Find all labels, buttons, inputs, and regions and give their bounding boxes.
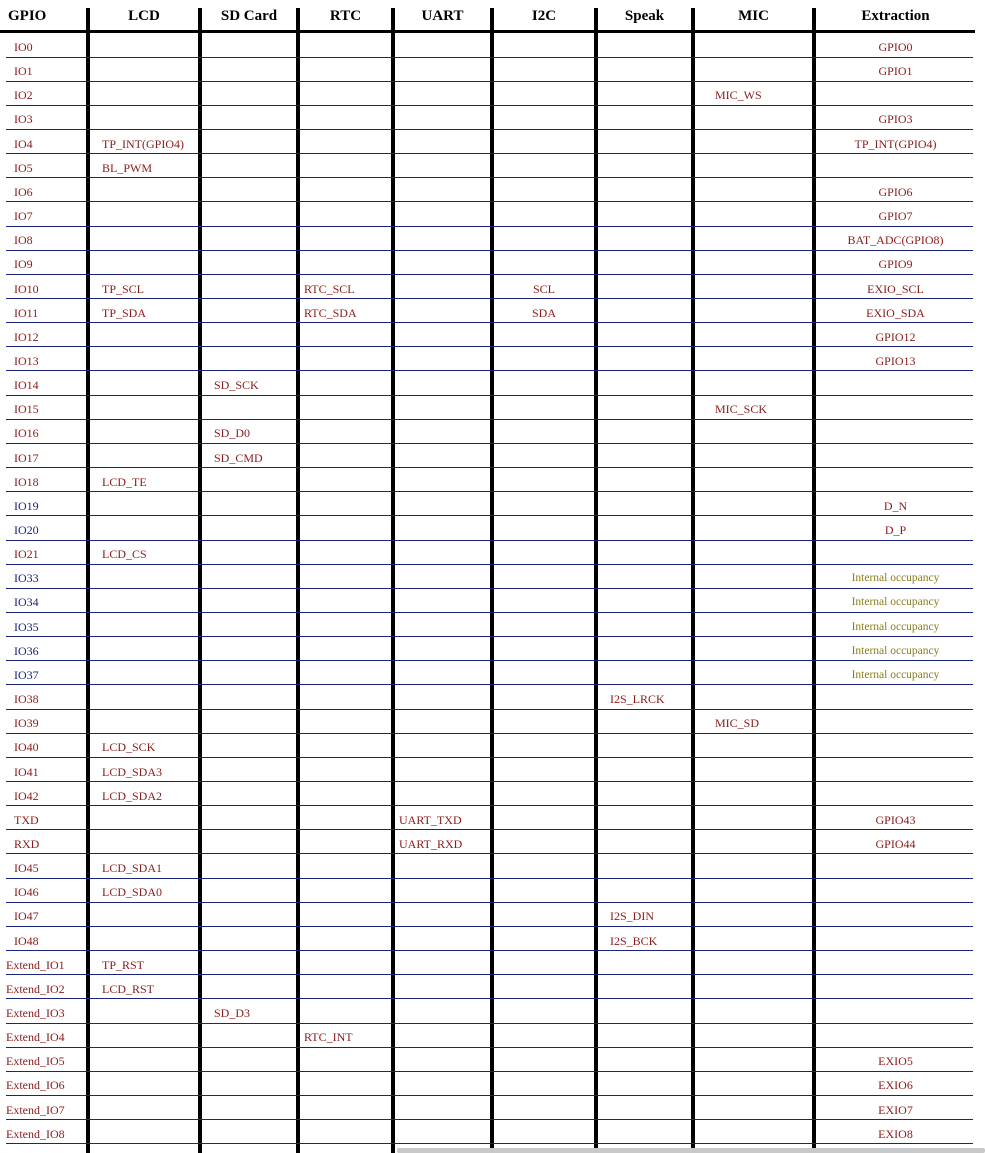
column-header-uart: UART — [421, 8, 464, 24]
table-cell-mic: MIC_SCK — [715, 402, 768, 416]
column-divider — [490, 8, 494, 1153]
table-cell-gpio: IO16 — [14, 426, 39, 440]
table-row-divider — [6, 1095, 973, 1096]
table-cell-gpio: IO9 — [14, 257, 33, 271]
table-cell-extraction: Internal occupancy — [851, 621, 940, 633]
table-cell-sd: SD_D0 — [214, 426, 251, 440]
table-cell-extraction: GPIO13 — [875, 354, 916, 368]
column-header-rtc: RTC — [329, 8, 362, 24]
table-row-divider — [6, 105, 973, 106]
table-row-divider — [6, 588, 973, 589]
table-row-divider — [6, 853, 973, 854]
table-cell-extraction: Internal occupancy — [851, 669, 940, 681]
table-cell-gpio: IO33 — [14, 571, 39, 585]
column-divider — [296, 8, 300, 1153]
table-cell-gpio: IO18 — [14, 475, 39, 489]
table-row-divider — [6, 902, 973, 903]
table-cell-extraction: GPIO44 — [875, 837, 916, 851]
table-row-divider — [6, 1119, 973, 1120]
table-cell-rtc: RTC_SCL — [304, 282, 355, 296]
table-cell-gpio: IO8 — [14, 233, 33, 247]
table-cell-uart: UART_TXD — [399, 813, 462, 827]
table-row-divider — [6, 153, 973, 154]
table-row-divider — [6, 1143, 973, 1144]
table-cell-extraction: EXIO_SCL — [867, 282, 924, 296]
table-cell-lcd: TP_SDA — [102, 306, 147, 320]
table-cell-gpio: IO2 — [14, 88, 33, 102]
column-divider — [691, 8, 695, 1153]
table-row-divider — [6, 636, 973, 637]
table-cell-sd: SD_CMD — [214, 451, 263, 465]
table-row-divider — [6, 250, 973, 251]
table-cell-extraction: EXIO5 — [878, 1054, 913, 1068]
column-header-extraction: Extraction — [861, 8, 930, 24]
table-cell-rtc: RTC_SDA — [304, 306, 357, 320]
table-cell-extraction: D_P — [884, 523, 907, 537]
table-cell-lcd: BL_PWM — [102, 161, 153, 175]
table-cell-gpio: IO39 — [14, 716, 39, 730]
table-row-divider — [6, 660, 973, 661]
table-row-divider — [6, 781, 973, 782]
column-divider — [594, 8, 598, 1153]
table-cell-extraction: EXIO_SDA — [866, 306, 925, 320]
table-cell-gpio: IO40 — [14, 740, 39, 754]
table-cell-extraction: D_N — [883, 499, 908, 513]
table-cell-gpio: IO17 — [14, 451, 39, 465]
table-cell-gpio: IO38 — [14, 692, 39, 706]
header-divider — [0, 30, 975, 33]
table-cell-lcd: LCD_SDA3 — [102, 765, 163, 779]
table-row-divider — [6, 998, 973, 999]
table-cell-extraction: EXIO8 — [878, 1127, 913, 1141]
table-cell-extraction: TP_INT(GPIO4) — [854, 137, 937, 151]
table-cell-i2c: SCL — [532, 282, 555, 296]
table-cell-speak: I2S_DIN — [610, 909, 654, 923]
table-cell-sd: SD_D3 — [214, 1006, 251, 1020]
table-cell-gpio: IO37 — [14, 668, 39, 682]
table-cell-gpio: IO7 — [14, 209, 33, 223]
table-row-divider — [6, 298, 973, 299]
table-cell-gpio: IO6 — [14, 185, 33, 199]
table-row-divider — [6, 346, 973, 347]
table-row-divider — [6, 226, 973, 227]
table-row-divider — [6, 612, 973, 613]
table-cell-gpio: IO19 — [14, 499, 39, 513]
table-cell-gpio: IO34 — [14, 595, 39, 609]
table-cell-gpio: IO3 — [14, 112, 33, 126]
table-cell-speak: I2S_LRCK — [610, 692, 665, 706]
table-row-divider — [6, 684, 973, 685]
table-cell-extraction: GPIO7 — [878, 209, 913, 223]
table-cell-gpio: TXD — [14, 813, 39, 827]
table-cell-gpio: IO11 — [14, 306, 39, 320]
table-row-divider — [6, 757, 973, 758]
table-cell-lcd: LCD_SCK — [102, 740, 156, 754]
table-cell-gpio: IO15 — [14, 402, 39, 416]
column-divider — [86, 8, 90, 1153]
table-cell-extraction: Internal occupancy — [851, 645, 940, 657]
table-row-divider — [6, 395, 973, 396]
table-row-divider — [6, 564, 973, 565]
table-row-divider — [6, 274, 973, 275]
table-cell-lcd: LCD_SDA1 — [102, 861, 163, 875]
table-cell-gpio: Extend_IO2 — [6, 982, 65, 996]
table-cell-gpio: IO36 — [14, 644, 39, 658]
table-cell-uart: UART_RXD — [399, 837, 463, 851]
table-row-divider — [6, 974, 973, 975]
table-cell-extraction: EXIO6 — [878, 1078, 913, 1092]
column-divider — [198, 8, 202, 1153]
table-row-divider — [6, 950, 973, 951]
table-row-divider — [6, 322, 973, 323]
table-row-divider — [6, 878, 973, 879]
table-cell-lcd: TP_INT(GPIO4) — [102, 137, 184, 151]
table-row-divider — [6, 805, 973, 806]
table-cell-extraction: GPIO12 — [875, 330, 916, 344]
table-cell-gpio: Extend_IO8 — [6, 1127, 65, 1141]
table-cell-gpio: IO12 — [14, 330, 39, 344]
table-cell-lcd: LCD_CS — [102, 547, 147, 561]
column-header-speak: Speak — [624, 8, 665, 24]
table-cell-gpio: Extend_IO5 — [6, 1054, 65, 1068]
table-cell-lcd: LCD_RST — [102, 982, 155, 996]
table-cell-extraction: GPIO1 — [878, 64, 913, 78]
table-row-divider — [6, 515, 973, 516]
column-divider — [391, 8, 395, 1153]
table-row-divider — [6, 57, 973, 58]
table-cell-mic: MIC_SD — [715, 716, 760, 730]
table-row-divider — [6, 1047, 973, 1048]
table-cell-gpio: Extend_IO3 — [6, 1006, 65, 1020]
table-row-divider — [6, 177, 973, 178]
table-cell-gpio: IO46 — [14, 885, 39, 899]
table-cell-gpio: IO14 — [14, 378, 39, 392]
table-row-divider — [6, 733, 973, 734]
horizontal-scrollbar[interactable] — [397, 1148, 985, 1153]
table-cell-i2c: SDA — [531, 306, 556, 320]
column-header-i2c: I2C — [531, 8, 557, 24]
table-cell-gpio: IO1 — [14, 64, 33, 78]
table-row-divider — [6, 370, 973, 371]
table-cell-extraction: Internal occupancy — [851, 596, 940, 608]
table-cell-extraction: GPIO9 — [878, 257, 913, 271]
table-cell-extraction: BAT_ADC(GPIO8) — [847, 233, 944, 247]
table-row-divider — [6, 201, 973, 202]
table-cell-gpio: Extend_IO6 — [6, 1078, 65, 1092]
table-row-divider — [6, 129, 973, 130]
table-cell-lcd: TP_RST — [102, 958, 145, 972]
table-cell-lcd: LCD_TE — [102, 475, 147, 489]
table-row-divider — [6, 926, 973, 927]
table-cell-extraction: GPIO6 — [878, 185, 913, 199]
column-header-sd: SD Card — [220, 8, 278, 24]
table-cell-lcd: LCD_SDA2 — [102, 789, 163, 803]
table-row-divider — [6, 419, 973, 420]
table-cell-gpio: IO0 — [14, 40, 33, 54]
table-row-divider — [6, 1071, 973, 1072]
table-cell-extraction: Internal occupancy — [851, 572, 940, 584]
table-row-divider — [6, 491, 973, 492]
table-cell-mic: MIC_WS — [715, 88, 762, 102]
column-header-gpio: GPIO — [8, 8, 47, 24]
table-cell-gpio: IO41 — [14, 765, 39, 779]
table-cell-rtc: RTC_INT — [304, 1030, 353, 1044]
table-row-divider — [6, 540, 973, 541]
table-cell-gpio: IO47 — [14, 909, 39, 923]
table-cell-extraction: GPIO3 — [878, 112, 913, 126]
table-cell-gpio: RXD — [14, 837, 40, 851]
table-cell-extraction: EXIO7 — [878, 1103, 913, 1117]
table-cell-lcd: LCD_SDA0 — [102, 885, 163, 899]
table-row-divider — [6, 443, 973, 444]
table-row-divider — [6, 709, 973, 710]
table-cell-speak: I2S_BCK — [610, 934, 658, 948]
column-header-mic: MIC — [738, 8, 769, 24]
table-cell-gpio: IO35 — [14, 620, 39, 634]
table-row-divider — [6, 467, 973, 468]
table-cell-gpio: IO42 — [14, 789, 39, 803]
table-cell-gpio: Extend_IO1 — [6, 958, 65, 972]
table-cell-extraction: GPIO0 — [878, 40, 913, 54]
table-row-divider — [6, 81, 973, 82]
table-cell-gpio: Extend_IO4 — [6, 1030, 65, 1044]
table-cell-gpio: Extend_IO7 — [6, 1103, 65, 1117]
table-cell-gpio: IO10 — [14, 282, 39, 296]
table-cell-gpio: IO21 — [14, 547, 39, 561]
table-cell-extraction: GPIO43 — [875, 813, 916, 827]
table-row-divider — [6, 1023, 973, 1024]
table-cell-gpio: IO13 — [14, 354, 39, 368]
table-cell-gpio: IO20 — [14, 523, 39, 537]
table-cell-gpio: IO45 — [14, 861, 39, 875]
table-cell-sd: SD_SCK — [214, 378, 259, 392]
table-cell-lcd: TP_SCL — [102, 282, 145, 296]
column-header-lcd: LCD — [128, 8, 160, 24]
table-cell-gpio: IO5 — [14, 161, 33, 175]
table-cell-gpio: IO48 — [14, 934, 39, 948]
table-cell-gpio: IO4 — [14, 137, 33, 151]
table-row-divider — [6, 829, 973, 830]
